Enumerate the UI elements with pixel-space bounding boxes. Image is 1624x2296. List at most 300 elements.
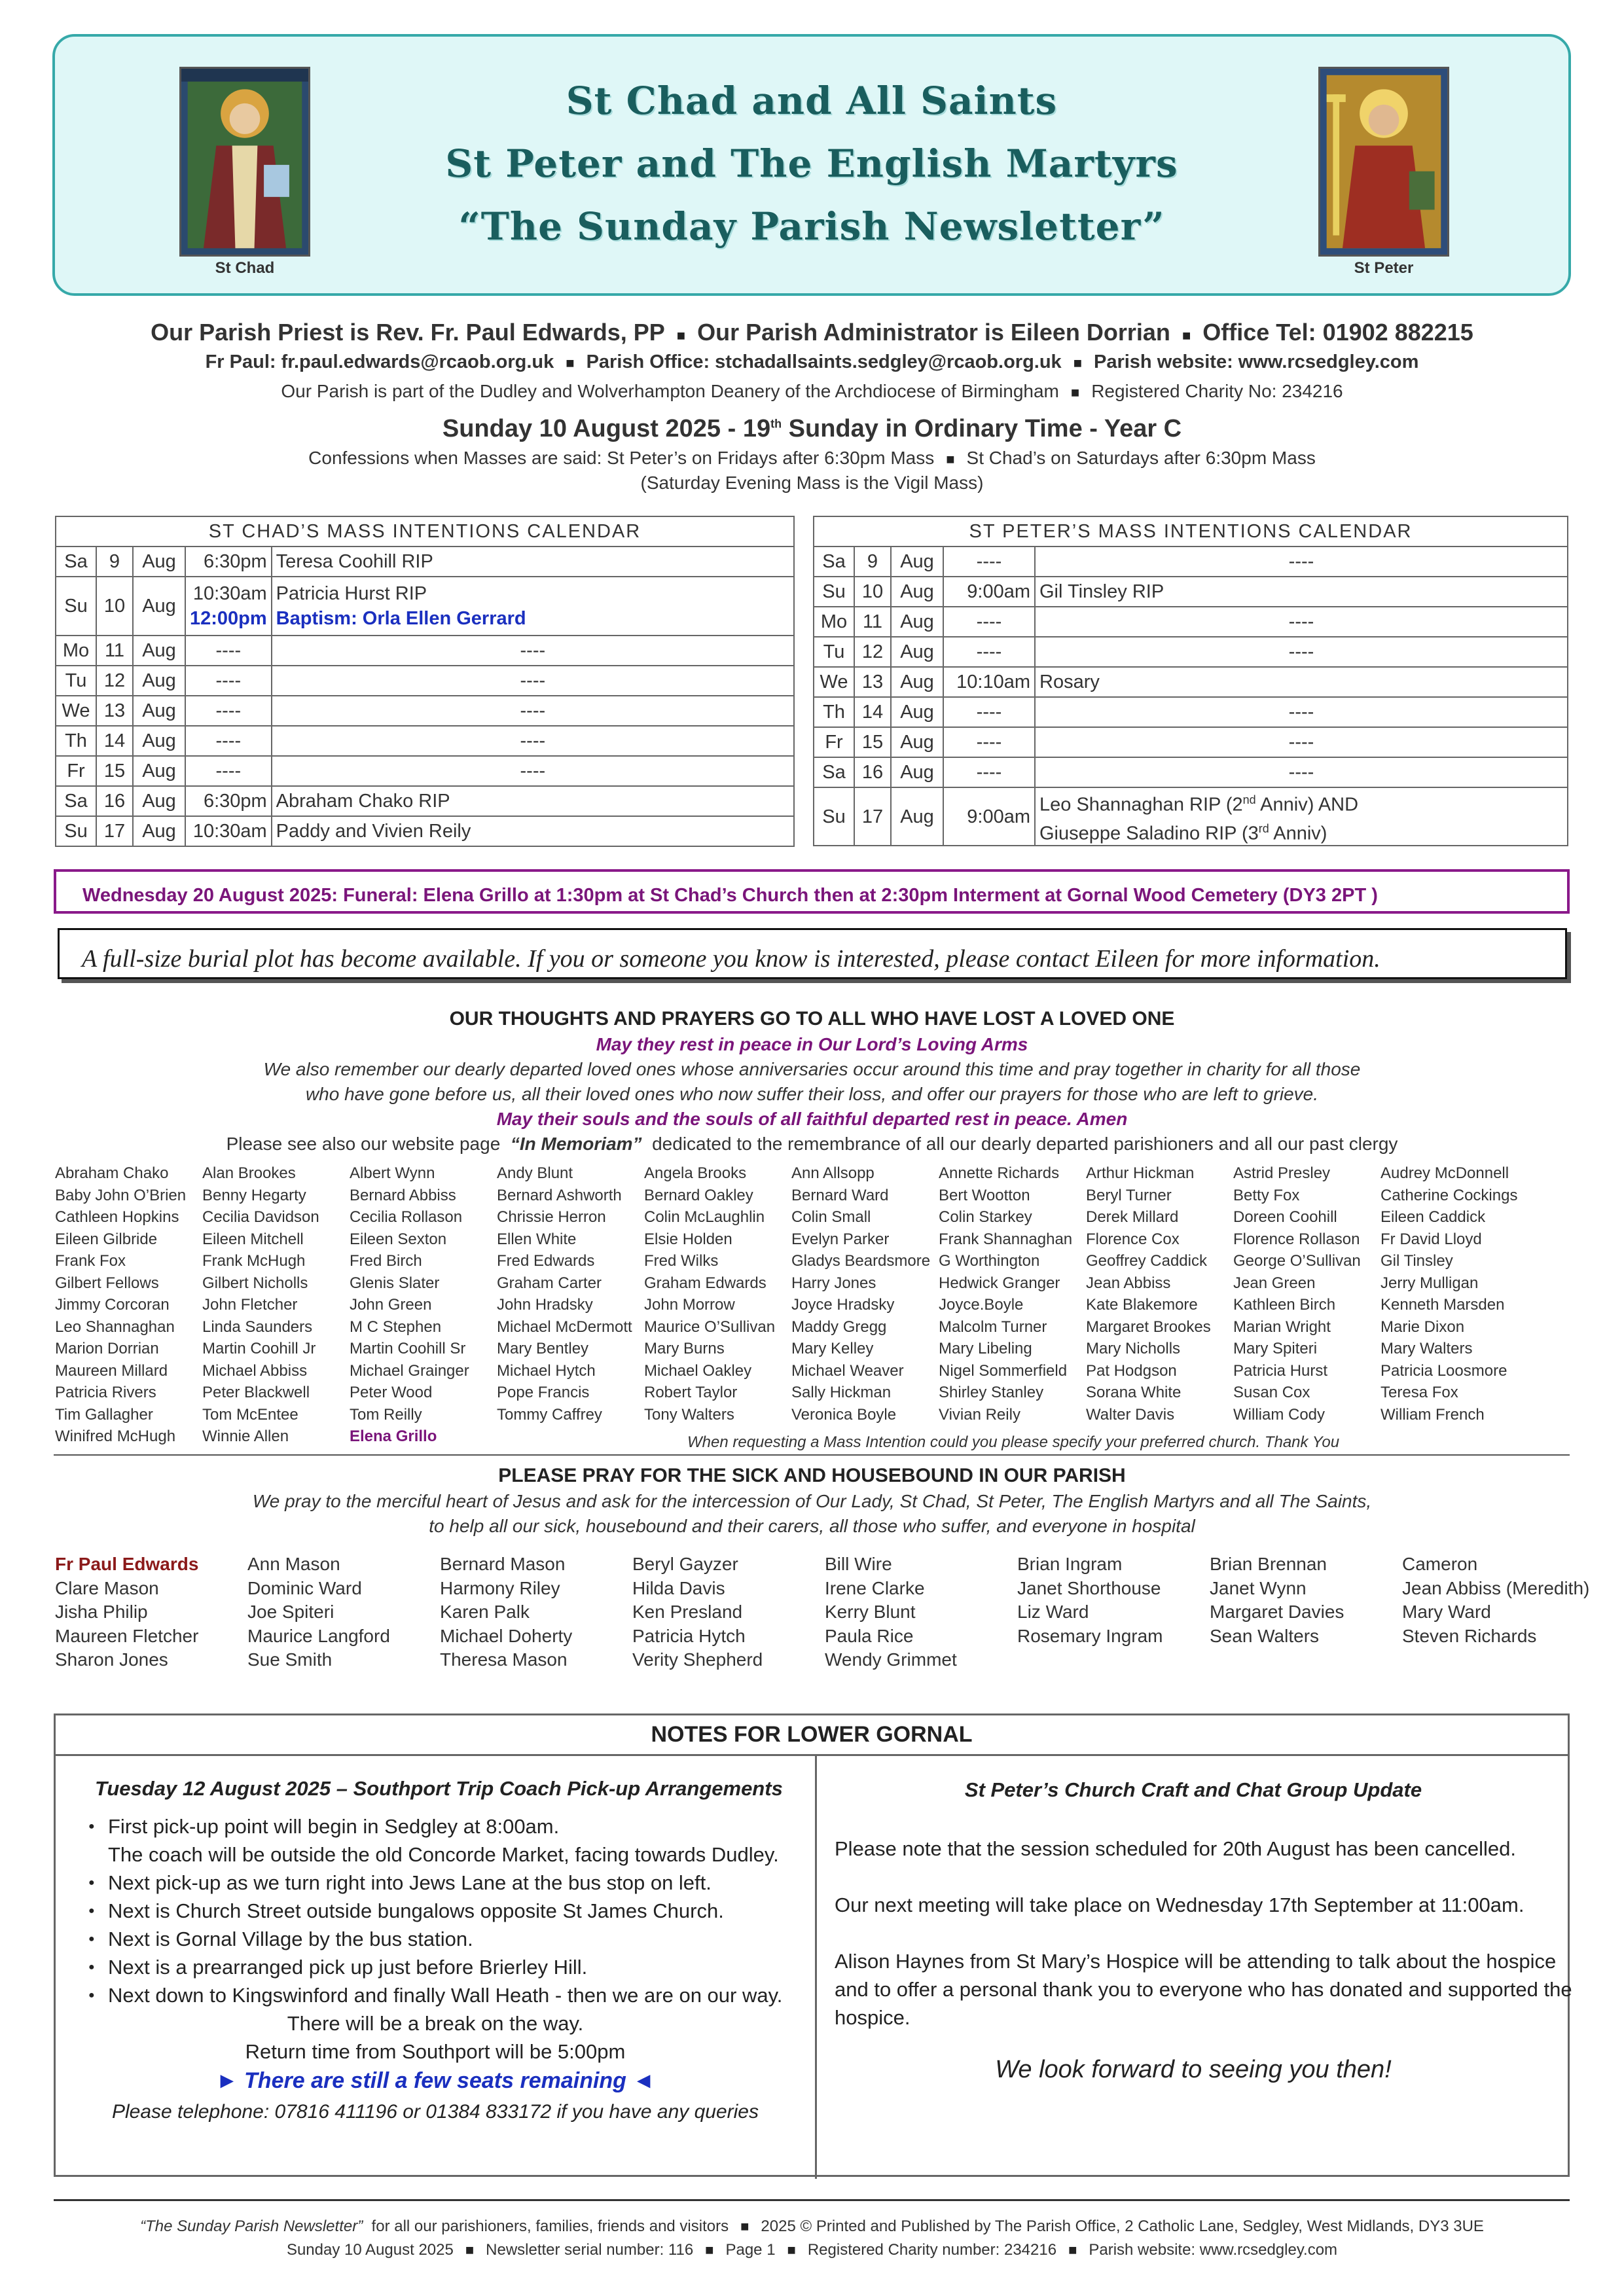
list-item: Joyce.Boyle [939, 1296, 1024, 1314]
list-item: Elsie Holden [644, 1230, 732, 1248]
list-item: Graham Carter [497, 1274, 602, 1292]
table-row [814, 607, 1568, 637]
intention-cell: ---- [272, 636, 794, 666]
list-item: Alan Brookes [202, 1164, 296, 1182]
list-item: Florence Cox [1086, 1230, 1180, 1248]
list-item: Tom Reilly [350, 1405, 422, 1424]
list-item: Jean Abbiss [1086, 1274, 1171, 1292]
sick-column [1402, 1552, 1589, 1648]
month-cell: Aug [891, 757, 943, 787]
time-cell: 6:30pm [185, 547, 272, 577]
list-item: Liz Ward [1017, 1602, 1089, 1622]
date-cell: 12 [854, 637, 891, 667]
funeral-notice: Wednesday 20 August 2025: Funeral: Elena Grillo at 1:30pm at St Chad’s Church then at 2:30pm Interment at Gornal Wood Cemetery (DY3 2PT ) [54, 869, 1570, 914]
list-item: Jisha Philip [55, 1602, 148, 1622]
sunday-date: Sunday 10 August 2025 - 19 [442, 415, 771, 442]
hospice-line-2: and to offer a personal thank you to everyone who has donated and supported the [835, 1978, 1572, 2001]
list-item: Sharon Jones [55, 1649, 168, 1670]
footer-rule [54, 2199, 1570, 2201]
memorial-column [791, 1162, 930, 1426]
list-item: Arthur Hickman [1086, 1164, 1195, 1182]
st-peter-caption: St Peter [1354, 259, 1414, 277]
list-item: William French [1380, 1405, 1485, 1424]
list-item: Frank Fox [55, 1252, 126, 1270]
time-cell: ---- [185, 726, 272, 756]
list-item: Derek Millard [1086, 1208, 1179, 1226]
table-row [56, 726, 794, 756]
list-item: Steven Richards [1402, 1625, 1537, 1646]
in-memoriam-line [0, 1134, 1624, 1155]
list-item: Fred Wilks [644, 1252, 719, 1270]
list-item: Colin McLaughlin [644, 1208, 765, 1226]
list-item: Michael Oakley [644, 1361, 752, 1380]
list-item: Jean Abbiss (Meredith) [1402, 1577, 1590, 1598]
date-cell: 14 [96, 726, 133, 756]
list-item: Michael McDermott [497, 1318, 632, 1336]
list-item: Martin Coohill Sr [350, 1340, 466, 1357]
list-item: John Hradsky [497, 1296, 593, 1314]
list-item: Glenis Slater [350, 1274, 440, 1292]
list-item: Hedwick Granger [939, 1274, 1060, 1292]
list-item: Mary Bentley [497, 1340, 589, 1357]
list-item: Mary Ward [1402, 1602, 1491, 1622]
table-row [56, 577, 794, 636]
pickup-bullet-4: ● Next is Gornal Village by the bus station. [108, 1925, 473, 1953]
day-cell: Su [814, 577, 854, 607]
list-item: Doreen Coohill [1233, 1208, 1337, 1226]
calendar-title: ST PETER’S MASS INTENTIONS CALENDAR [814, 516, 1568, 547]
month-cell: Aug [891, 577, 943, 607]
table-row [56, 696, 794, 726]
day-cell: Sa [56, 547, 96, 577]
day-cell: Fr [814, 727, 854, 757]
month-cell: Aug [133, 816, 185, 846]
list-item: Tommy Caffrey [497, 1405, 602, 1424]
list-item: Graham Edwards [644, 1274, 767, 1292]
date-cell: 16 [854, 757, 891, 787]
craft-next-meeting: Our next meeting will take place on Wednesday 17th September at 11:00am. [835, 1893, 1525, 1916]
list-item: Patricia Loosmore [1380, 1361, 1507, 1380]
list-item: Verity Shepherd [632, 1649, 763, 1670]
notes-heading: NOTES FOR LOWER GORNAL [56, 1715, 1568, 1756]
deanery-line: Our Parish is part of the Dudley and Wolverhampton Deanery of the Archdiocese of Birmingham ■ Registered Charity No: 234216 [281, 381, 1343, 401]
date-cell: 15 [96, 756, 133, 786]
table-row [56, 786, 794, 816]
seats-remaining: ► There are still a few seats remaining ◄ [215, 2068, 655, 2093]
newsletter-banner [52, 34, 1571, 296]
list-item: Janet Wynn [1210, 1577, 1307, 1598]
list-item: Linda Saunders [202, 1318, 313, 1336]
remember-line-1: We also remember our dearly departed loved ones whose anniversaries occur around this time and pray together in charity for all those [263, 1059, 1361, 1079]
list-item: Mary Libeling [939, 1340, 1032, 1357]
sunday-title: Sunday in Ordinary Time - Year C [782, 415, 1182, 442]
month-cell: Aug [133, 726, 185, 756]
sick-column [1017, 1552, 1163, 1648]
list-item: Cameron [1402, 1554, 1478, 1574]
intention-cell: Patricia Hurst RIP [276, 583, 427, 604]
list-item: Jimmy Corcoran [55, 1296, 170, 1314]
list-item: Geoffrey Caddick [1086, 1252, 1207, 1270]
month-cell: Aug [133, 636, 185, 666]
in-memoriam-post: dedicated to the remembrance of all our dearly departed parishioners and all our past clergy [652, 1134, 1398, 1154]
list-item: Jerry Mulligan [1380, 1274, 1479, 1292]
list-item: Clare Mason [55, 1577, 159, 1598]
day-cell: Mo [56, 636, 96, 666]
list-item: Gilbert Fellows [55, 1274, 159, 1292]
list-item: Ken Presland [632, 1602, 743, 1622]
list-item: Sean Walters [1210, 1625, 1320, 1646]
list-item: Annette Richards [939, 1164, 1060, 1182]
list-item: Angela Brooks [644, 1164, 747, 1182]
intention-line-2: Giuseppe Saladino RIP (3rd Anniv) [1039, 821, 1327, 844]
list-item: Fr Paul Edwards [55, 1554, 199, 1574]
day-cell: We [814, 667, 854, 697]
list-item: Ann Allsopp [791, 1164, 875, 1182]
sick-column [440, 1552, 572, 1672]
list-item: Veronica Boyle [791, 1405, 897, 1424]
date-cell: 13 [96, 696, 133, 726]
mass-request-note: When requesting a Mass Intention could you please specify your preferred church. Thank You [687, 1433, 1340, 1451]
date-cell: 17 [96, 816, 133, 846]
list-item: Michael Abbiss [202, 1361, 308, 1380]
confessions-st-chad: St Chad’s on Saturdays after 6:30pm Mass [966, 448, 1316, 468]
day-cell: Th [56, 726, 96, 756]
date-cell: 10 [96, 577, 133, 636]
list-item: G Worthington [939, 1252, 1040, 1270]
table-row [814, 667, 1568, 697]
burial-plot-notice: A full-size burial plot has become available. If you or someone you know is interested, please contact Eileen for more information. [58, 928, 1567, 979]
memorial-column [939, 1162, 1072, 1426]
list-item: Mary Walters [1380, 1340, 1473, 1357]
month-cell: Aug [891, 787, 943, 846]
date-cell: 9 [854, 547, 891, 577]
day-cell: Sa [814, 757, 854, 787]
list-item: Winnie Allen [202, 1427, 289, 1445]
memorial-heading: OUR THOUGHTS AND PRAYERS GO TO ALL WHO HAVE LOST A LOVED ONE [449, 1008, 1175, 1030]
intention-cell: ---- [1035, 637, 1568, 667]
time-cell: ---- [943, 697, 1035, 727]
list-item: Ann Mason [247, 1554, 340, 1574]
list-item: Maureen Millard [55, 1361, 168, 1380]
table-row [56, 756, 794, 786]
list-item: Wendy Grimmet [825, 1649, 957, 1670]
intention-cell: ---- [272, 726, 794, 756]
list-item: Marion Dorrian [55, 1340, 159, 1357]
list-item: Pat Hodgson [1086, 1361, 1177, 1380]
intention-cell: ---- [272, 666, 794, 696]
in-memoriam-link[interactable]: “In Memoriam” [510, 1134, 642, 1154]
month-cell: Aug [133, 786, 185, 816]
list-item: Benny Hegarty [202, 1186, 306, 1204]
intention-cell: Abraham Chako RIP [272, 786, 794, 816]
list-item: Fred Edwards [497, 1252, 595, 1270]
list-item: Andy Blunt [497, 1164, 573, 1182]
remember-line-2: who have gone before us, all their loved ones who now suffer their loss, and offer our prayers for those who are left to grieve. [305, 1084, 1319, 1104]
fr-paul-email[interactable]: Fr Paul: fr.paul.edwards@rcaob.org.uk [205, 351, 554, 372]
list-item: Tony Walters [644, 1405, 734, 1424]
list-item: Astrid Presley [1233, 1164, 1331, 1182]
time-cell: 10:30am [185, 816, 272, 846]
memorial-column [350, 1162, 469, 1448]
southport-trip-title: Tuesday 12 August 2025 – Southport Trip Coach Pick-up Arrangements [95, 1777, 783, 1800]
rest-in-peace-line: May they rest in peace in Our Lord’s Loving Arms [596, 1034, 1028, 1054]
list-item: Bert Wootton [939, 1186, 1030, 1204]
notes-column-divider [815, 1756, 817, 2179]
list-item: Cecilia Davidson [202, 1208, 319, 1226]
date-cell: 14 [854, 697, 891, 727]
intention-cell: ---- [1035, 607, 1568, 637]
day-cell: Tu [56, 666, 96, 696]
hospice-line-3: hospice. [835, 2006, 911, 2029]
vigil-note: (Saturday Evening Mass is the Vigil Mass) [640, 473, 984, 493]
day-cell: Su [56, 577, 96, 636]
sunday-ordinal: th [770, 417, 782, 431]
list-item: Bernard Oakley [644, 1186, 753, 1204]
list-item: Betty Fox [1233, 1186, 1300, 1204]
st-chad-caption: St Chad [215, 259, 275, 277]
list-item: Gil Tinsley [1380, 1252, 1453, 1270]
table-row [814, 547, 1568, 577]
table-row [814, 637, 1568, 667]
intention-cell: Teresa Coohill RIP [272, 547, 794, 577]
in-memoriam-pre: Please see also our website page [226, 1134, 501, 1154]
time-cell: ---- [185, 666, 272, 696]
date-cell: 11 [96, 636, 133, 666]
souls-line: May their souls and the souls of all faithful departed rest in peace. Amen [496, 1109, 1128, 1129]
pickup-bullet-6: ● Next down to Kingswinford and finally Wall Heath - then we are on our way. [108, 1981, 782, 2009]
time-cell: ---- [185, 696, 272, 726]
footer-website[interactable]: Parish website: www.rcsedgley.com [1089, 2241, 1338, 2259]
return-time: Return time from Southport will be 5:00pm [245, 2040, 626, 2063]
sick-heading: PLEASE PRAY FOR THE SICK AND HOUSEBOUND IN OUR PARISH [498, 1465, 1126, 1486]
list-item: Kate Blakemore [1086, 1296, 1198, 1314]
time-cell: 6:30pm [185, 786, 272, 816]
pickup-bullet-3: ● Next is Church Street outside bungalows opposite St James Church. [108, 1897, 724, 1925]
pickup-bullet-1: ● First pick-up point will begin in Sedgley at 8:00am. [108, 1812, 559, 1840]
list-item: Bernard Abbiss [350, 1186, 456, 1204]
table-row [56, 816, 794, 846]
list-item: Michael Weaver [791, 1361, 904, 1380]
intention-cell: Paddy and Vivien Reily [272, 816, 794, 846]
sick-column [632, 1552, 763, 1672]
list-item: Bernard Ashworth [497, 1186, 622, 1204]
list-item: Marian Wright [1233, 1318, 1331, 1336]
list-item: Brian Ingram [1017, 1554, 1123, 1574]
list-item: Rosemary Ingram [1017, 1625, 1163, 1646]
list-item: Susan Cox [1233, 1384, 1310, 1401]
list-item: Mary Kelley [791, 1340, 874, 1357]
time-cell: ---- [943, 547, 1035, 577]
list-item: Evelyn Parker [791, 1230, 890, 1248]
list-item: Eileen Gilbride [55, 1230, 158, 1248]
list-item: Paula Rice [825, 1625, 914, 1646]
list-item: George O’Sullivan [1233, 1252, 1361, 1270]
list-item: Tom McEntee [202, 1405, 298, 1424]
list-item: Baby John O’Brien [55, 1186, 187, 1204]
list-item: Eileen Mitchell [202, 1230, 304, 1248]
date-cell: 9 [96, 547, 133, 577]
intention-cell: ---- [1035, 697, 1568, 727]
date-cell: 11 [854, 607, 891, 637]
list-item: Margaret Brookes [1086, 1318, 1211, 1336]
list-item: Leo Shannaghan [55, 1318, 175, 1336]
list-item: Jean Green [1233, 1274, 1316, 1292]
date-cell: 13 [854, 667, 891, 697]
memorial-column [55, 1162, 186, 1448]
list-item: Teresa Fox [1380, 1384, 1458, 1401]
list-item: Beryl Gayzer [632, 1554, 738, 1574]
day-cell: Sa [814, 547, 854, 577]
footer-line-2: Sunday 10 August 2025 ■ Newsletter serial number: 116 ■ Page 1 ■ Registered Charity number: 234216 ■ Parish website: www.rcsedgley.com [286, 2241, 1338, 2259]
sick-column [247, 1552, 390, 1672]
list-item: M C Stephen [350, 1318, 442, 1336]
notes-lower-gornal [54, 1713, 1570, 2177]
list-item: Kerry Blunt [825, 1602, 916, 1622]
month-cell: Aug [891, 637, 943, 667]
list-item: Martin Coohill Jr [202, 1340, 316, 1357]
craft-cancel-note: Please note that the session scheduled for 20th August has been cancelled. [835, 1837, 1516, 1860]
list-item: Catherine Cockings [1380, 1186, 1518, 1204]
list-item: Elena Grillo [350, 1427, 437, 1445]
craft-group-title: St Peter’s Church Craft and Chat Group Update [964, 1778, 1422, 1801]
list-item: Nigel Sommerfield [939, 1361, 1068, 1380]
banner-title-line3: “The Sunday Parish Newsletter” [458, 204, 1165, 249]
table-row [814, 727, 1568, 757]
banner-title-line2: St Peter and The English Martyrs [445, 141, 1178, 186]
email-line: Fr Paul: fr.paul.edwards@rcaob.org.uk ■ Parish Office: stchadallsaints.sedgley@rcaob.org.uk ■ Parish website: www.rcsedgley.com [205, 351, 1419, 372]
memorial-column [1380, 1162, 1517, 1426]
list-item: Cecilia Rollason [350, 1208, 463, 1226]
list-item: Colin Small [791, 1208, 871, 1226]
sick-column [55, 1552, 198, 1672]
sunday-heading [0, 415, 1624, 443]
list-item: Malcolm Turner [939, 1318, 1047, 1336]
list-item: Beryl Turner [1086, 1186, 1172, 1204]
list-item: Patricia Hurst [1233, 1361, 1328, 1380]
list-item: Cathleen Hopkins [55, 1208, 179, 1226]
time-cell: ---- [943, 727, 1035, 757]
day-cell: Mo [814, 607, 854, 637]
list-item: Eileen Caddick [1380, 1208, 1486, 1226]
table-row [56, 547, 794, 577]
table-row [814, 757, 1568, 787]
table-row [56, 636, 794, 666]
list-item: Maurice O’Sullivan [644, 1318, 776, 1336]
list-item: Sue Smith [247, 1649, 333, 1670]
list-item: Frank Shannaghan [939, 1230, 1073, 1248]
list-item: Maureen Fletcher [55, 1625, 199, 1646]
parish-contacts-line: Our Parish Priest is Rev. Fr. Paul Edwards, PP ■ Our Parish Administrator is Eileen Dorrian ■ Office Tel: 01902 882215 [151, 319, 1473, 346]
list-item: Harry Jones [791, 1274, 876, 1292]
list-item: Vivian Reily [939, 1405, 1020, 1424]
month-cell: Aug [133, 666, 185, 696]
baptism-intention: Baptism: Orla Ellen Gerrard [276, 608, 526, 629]
footer-line-1: “The Sunday Parish Newsletter” for all our parishioners, families, friends and visitors ■ 2025 © Printed and Published by The Parish Office, 2 Catholic Lane, Sedgley, West Midlands, DY3 3UE [140, 2217, 1484, 2235]
list-item: Robert Taylor [644, 1384, 738, 1401]
day-cell: Su [814, 787, 854, 846]
baptism-time: 12:00pm [190, 608, 267, 629]
time-cell: ---- [943, 637, 1035, 667]
list-item: Dominic Ward [247, 1577, 362, 1598]
intention-cell: Gil Tinsley RIP [1035, 577, 1568, 607]
day-cell: Su [56, 816, 96, 846]
sick-intro-2: to help all our sick, housebound and their carers, all those who suffer, and everyone in hospital [429, 1516, 1195, 1536]
memorial-column [644, 1162, 775, 1426]
list-item: Margaret Davies [1210, 1602, 1344, 1622]
footer-serial: Newsletter serial number: 116 [486, 2241, 694, 2259]
day-cell: Fr [56, 756, 96, 786]
list-item: Shirley Stanley [939, 1384, 1044, 1401]
deanery-text: Our Parish is part of the Dudley and Wolverhampton Deanery of the Archdiocese of Birmingham [281, 381, 1059, 401]
list-item: Walter Davis [1086, 1405, 1175, 1424]
list-item: Michael Hytch [497, 1361, 596, 1380]
calendar-title: ST CHAD’S MASS INTENTIONS CALENDAR [56, 516, 794, 547]
list-item: Patricia Rivers [55, 1384, 156, 1401]
list-item: Florence Rollason [1233, 1230, 1360, 1248]
list-item: Marie Dixon [1380, 1318, 1465, 1336]
intention-cell: ---- [272, 696, 794, 726]
time-cell: ---- [943, 757, 1035, 787]
month-cell: Aug [891, 697, 943, 727]
day-cell: We [56, 696, 96, 726]
list-item: Pope Francis [497, 1384, 590, 1401]
intention-cell: Rosary [1035, 667, 1568, 697]
list-item: Fr David Lloyd [1380, 1230, 1482, 1248]
pickup-bullet-1-detail: The coach will be outside the old Concorde Market, facing towards Dudley. [108, 1843, 779, 1866]
footer-newsletter-name: “The Sunday Parish Newsletter” [140, 2217, 363, 2235]
list-item: Theresa Mason [440, 1649, 568, 1670]
time-cell: ---- [943, 607, 1035, 637]
table-row [814, 697, 1568, 727]
list-item: Karen Palk [440, 1602, 530, 1622]
list-item: John Green [350, 1296, 432, 1314]
confessions-line: Confessions when Masses are said: St Peter’s on Fridays after 6:30pm Mass ■ St Chad’s on Saturdays after 6:30pm Mass [308, 448, 1316, 468]
date-cell: 17 [854, 787, 891, 846]
list-item: Gladys Beardsmore [791, 1252, 931, 1270]
office-email[interactable]: Parish Office: stchadallsaints.sedgley@rcaob.org.uk [586, 351, 1062, 372]
website-link[interactable]: Parish website: www.rcsedgley.com [1093, 351, 1419, 372]
month-cell: Aug [891, 547, 943, 577]
day-cell: Sa [56, 786, 96, 816]
month-cell: Aug [891, 667, 943, 697]
month-cell: Aug [133, 577, 185, 636]
intention-line-1: Leo Shannaghan RIP (2nd Anniv) AND [1039, 793, 1359, 816]
list-item: Audrey McDonnell [1380, 1164, 1509, 1182]
list-item: Colin Starkey [939, 1208, 1032, 1226]
list-item: Maddy Gregg [791, 1318, 887, 1336]
list-item: Bill Wire [825, 1554, 892, 1574]
list-item: Janet Shorthouse [1017, 1577, 1161, 1598]
list-item: Bernard Mason [440, 1554, 566, 1574]
list-item: Frank McHugh [202, 1252, 306, 1270]
administrator-text: Our Parish Administrator is Eileen Dorrian [697, 319, 1170, 346]
list-item: Harmony Riley [440, 1577, 560, 1598]
sick-intro-1: We pray to the merciful heart of Jesus and ask for the intercession of Our Lady, St Chad, St Peter, The English Martyrs and all The Saints, [252, 1491, 1372, 1511]
month-cell: Aug [891, 727, 943, 757]
time-cell: 10:10am [943, 667, 1035, 697]
pickup-bullet-2: ● Next pick-up as we turn right into Jews Lane at the bus stop on left. [108, 1869, 712, 1897]
section-divider [54, 1454, 1570, 1456]
footer-charity: Registered Charity number: 234216 [807, 2241, 1057, 2259]
list-item: Fred Birch [350, 1252, 422, 1270]
list-item: Michael Doherty [440, 1625, 573, 1646]
list-item: Mary Nicholls [1086, 1340, 1181, 1357]
footer-publisher: 2025 © Printed and Published by The Parish Office, 2 Catholic Lane, Sedgley, West Midlands, DY3 3UE [761, 2217, 1484, 2235]
date-cell: 15 [854, 727, 891, 757]
office-tel: Office Tel: 01902 882215 [1202, 319, 1473, 346]
table-row [814, 577, 1568, 607]
footer-audience: for all our parishioners, families, friends and visitors [371, 2217, 729, 2235]
